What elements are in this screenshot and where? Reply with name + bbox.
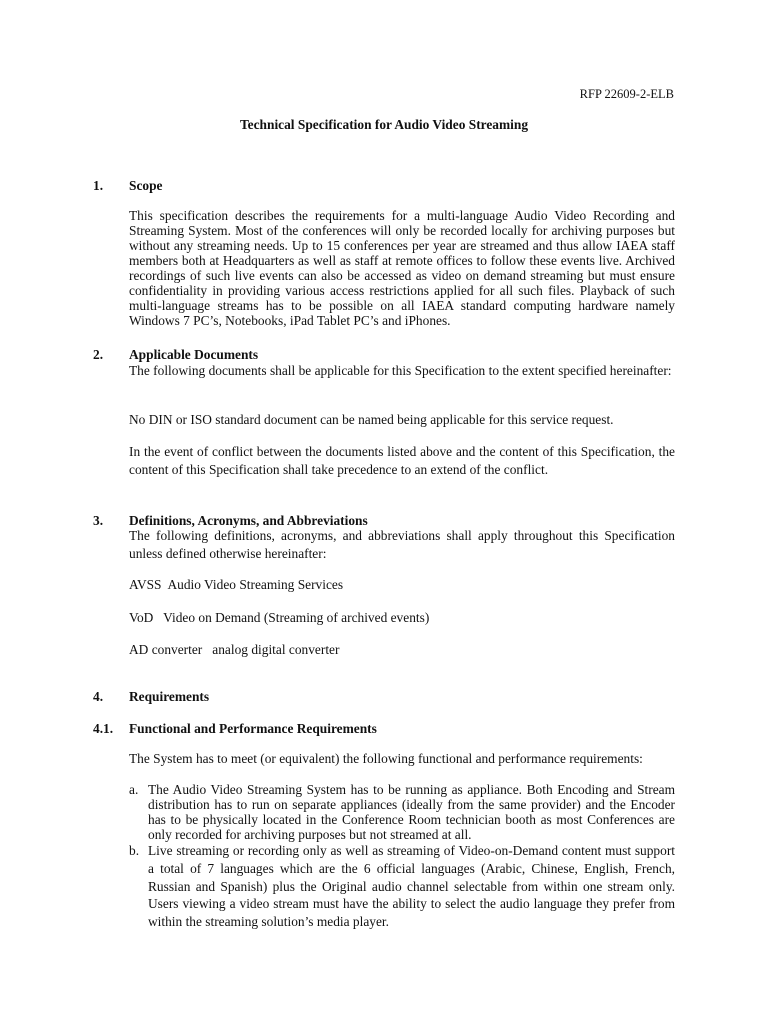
requirements-list (129, 782, 675, 931)
section-title: Applicable Documents (129, 347, 259, 362)
list-item (129, 842, 675, 931)
rfp-reference: RFP 22609-2-ELB (579, 87, 674, 101)
list-marker: a. (129, 782, 139, 797)
definition-item: AD converter analog digital converter (129, 642, 340, 657)
definition-item: VoD Video on Demand (Streaming of archived events) (129, 610, 430, 625)
applicable-conflict-paragraph: In the event of conflict between the documents listed above and the content of this Specification, the content of this Specification shall take precedence to an extend of the conflict. (129, 444, 675, 477)
section-number: 3. (93, 513, 104, 528)
section-number: 1. (93, 178, 104, 193)
section-number: 4. (93, 689, 104, 704)
section-title: Definitions, Acronyms, and Abbreviations (129, 513, 368, 528)
applicable-standards-paragraph: No DIN or ISO standard document can be named being applicable for this service request. (129, 412, 614, 427)
section-title: Functional and Performance Requirements (129, 721, 377, 736)
definitions-intro-paragraph: The following definitions, acronyms, and abbreviations shall apply throughout this Specification unless defined otherwise hereinafter: (129, 528, 675, 561)
list-item (129, 782, 675, 842)
section-number: 2. (93, 347, 104, 362)
scope-paragraph: This specification describes the requirements for a multi-language Audio Video Recording and Streaming System. Most of the conferences will only be recorded locally for archiving purposes but without any streaming needs. Up to 15 conferences per year are streamed and thus allow IAEA staff members both at Headquarters as well as staff at remote offices to follow these events live. Archived recordings of such live events can also be accessed as video on demand streaming but must ensure confidentiality in providing various access restrictions applied for all such files. Playback of such multi-language streams has to be possible on all IAEA standard computing hardware namely Windows 7 PC’s, Notebooks, iPad Tablet PC’s and iPhones. (129, 208, 675, 328)
functional-intro-paragraph: The System has to meet (or equivalent) the following functional and performance requirements: (129, 751, 643, 766)
list-item-text: The Audio Video Streaming System has to be running as appliance. Both Encoding and Stream distribution has to run on separate appliances (ideally from the same provider) and the Encoder has to be physically located in the Conference Room technician booth as most Conferences are only recorded for archiving purposes but not streamed at all. (148, 782, 675, 842)
section-number: 4.1. (93, 721, 114, 736)
list-item-text: Live streaming or recording only as well as streaming of Video-on-Demand content must support a total of 7 languages which are the 6 official languages (Arabic, Chinese, English, French, Russian and Spanish) plus the Original audio channel selectable from within one stream only. Users viewing a video stream must have the ability to select the audio language they prefer from within the streaming solution’s media player. (148, 843, 675, 930)
document-title: Technical Specification for Audio Video Streaming (239, 117, 529, 132)
section-title: Scope (129, 178, 163, 193)
definition-item: AVSS Audio Video Streaming Services (129, 577, 344, 592)
section-title: Requirements (129, 689, 210, 704)
list-marker: b. (129, 843, 140, 858)
applicable-intro-paragraph: The following documents shall be applicable for this Specification to the extent specified hereinafter: (129, 363, 672, 378)
